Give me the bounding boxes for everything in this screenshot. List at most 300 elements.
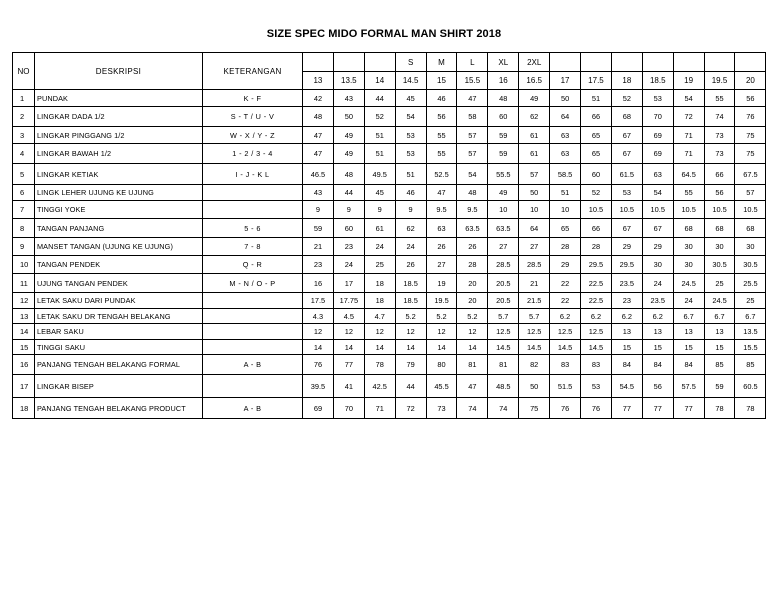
measurement-cell: 10.5 xyxy=(581,201,612,219)
measurement-cell: 25 xyxy=(364,256,395,274)
measurement-cell: 76 xyxy=(303,355,334,375)
row-keterangan xyxy=(203,185,303,201)
measurement-cell: 13 xyxy=(704,324,735,340)
measurement-cell: 19.5 xyxy=(426,293,457,309)
row-number: 14 xyxy=(13,324,35,340)
measurement-cell: 74 xyxy=(704,107,735,127)
measurement-cell: 84 xyxy=(673,355,704,375)
measurement-cell: 28 xyxy=(457,256,488,274)
measurement-cell: 51 xyxy=(581,90,612,107)
measurement-cell: 27 xyxy=(519,238,550,256)
header-collar-size: 14.5 xyxy=(395,72,426,90)
row-keterangan: A - B xyxy=(203,398,303,419)
measurement-cell: 45.5 xyxy=(426,375,457,398)
measurement-cell: 46.5 xyxy=(303,164,334,185)
measurement-cell: 9 xyxy=(333,201,364,219)
row-description: TINGGI SAKU xyxy=(35,340,203,355)
measurement-cell: 70 xyxy=(333,398,364,419)
measurement-cell: 15 xyxy=(704,340,735,355)
measurement-cell: 4.3 xyxy=(303,309,334,324)
measurement-cell: 15 xyxy=(611,340,642,355)
header-empty-cell xyxy=(611,53,642,72)
measurement-cell: 77 xyxy=(611,398,642,419)
measurement-cell: 4.5 xyxy=(333,309,364,324)
measurement-cell: 15 xyxy=(642,340,673,355)
measurement-cell: 57 xyxy=(457,144,488,164)
row-description: TANGAN PENDEK xyxy=(35,256,203,274)
measurement-cell: 68 xyxy=(735,219,766,238)
measurement-cell: 60 xyxy=(581,164,612,185)
measurement-cell: 13.5 xyxy=(735,324,766,340)
measurement-cell: 21 xyxy=(303,238,334,256)
measurement-cell: 29 xyxy=(550,256,581,274)
measurement-cell: 5.7 xyxy=(519,309,550,324)
measurement-cell: 29 xyxy=(611,238,642,256)
measurement-cell: 48 xyxy=(333,164,364,185)
measurement-cell: 69 xyxy=(303,398,334,419)
measurement-cell: 75 xyxy=(519,398,550,419)
measurement-cell: 18 xyxy=(364,274,395,293)
measurement-cell: 14 xyxy=(364,340,395,355)
measurement-cell: 24 xyxy=(642,274,673,293)
measurement-cell: 4.7 xyxy=(364,309,395,324)
measurement-cell: 9 xyxy=(364,201,395,219)
row-keterangan: W - X / Y - Z xyxy=(203,127,303,144)
row-description: LINGKAR PINGGANG 1/2 xyxy=(35,127,203,144)
measurement-cell: 17 xyxy=(333,274,364,293)
row-keterangan xyxy=(203,324,303,340)
measurement-cell: 24 xyxy=(395,238,426,256)
measurement-cell: 6.2 xyxy=(550,309,581,324)
header-collar-size: 15 xyxy=(426,72,457,90)
measurement-cell: 13 xyxy=(642,324,673,340)
row-description: UJUNG TANGAN PENDEK xyxy=(35,274,203,293)
measurement-cell: 13 xyxy=(673,324,704,340)
measurement-cell: 23 xyxy=(611,293,642,309)
row-number: 3 xyxy=(13,127,35,144)
measurement-cell: 69 xyxy=(642,144,673,164)
measurement-cell: 81 xyxy=(457,355,488,375)
measurement-cell: 83 xyxy=(581,355,612,375)
measurement-cell: 65 xyxy=(581,144,612,164)
measurement-cell: 59 xyxy=(488,127,519,144)
measurement-cell: 74 xyxy=(488,398,519,419)
measurement-cell: 77 xyxy=(333,355,364,375)
measurement-cell: 10.5 xyxy=(735,201,766,219)
measurement-cell: 19 xyxy=(426,274,457,293)
measurement-cell: 53 xyxy=(581,375,612,398)
header-collar-size: 19 xyxy=(673,72,704,90)
header-empty-cell xyxy=(581,53,612,72)
measurement-cell: 44 xyxy=(395,375,426,398)
measurement-cell: 13 xyxy=(611,324,642,340)
measurement-cell: 9.5 xyxy=(457,201,488,219)
measurement-cell: 76 xyxy=(550,398,581,419)
measurement-cell: 6.7 xyxy=(673,309,704,324)
row-keterangan: S - T / U - V xyxy=(203,107,303,127)
measurement-cell: 60 xyxy=(333,219,364,238)
measurement-cell: 68 xyxy=(611,107,642,127)
row-keterangan xyxy=(203,293,303,309)
row-description: LINGKAR KETIAK xyxy=(35,164,203,185)
row-keterangan: A - B xyxy=(203,355,303,375)
header-collar-size: 19.5 xyxy=(704,72,735,90)
measurement-cell: 48 xyxy=(457,185,488,201)
measurement-cell: 10 xyxy=(550,201,581,219)
measurement-cell: 49 xyxy=(333,144,364,164)
measurement-cell: 74 xyxy=(457,398,488,419)
measurement-cell: 25 xyxy=(704,274,735,293)
measurement-cell: 67 xyxy=(611,219,642,238)
measurement-cell: 50 xyxy=(519,375,550,398)
header-collar-size: 16.5 xyxy=(519,72,550,90)
measurement-cell: 9 xyxy=(303,201,334,219)
measurement-cell: 22.5 xyxy=(581,274,612,293)
row-keterangan xyxy=(203,340,303,355)
measurement-cell: 14 xyxy=(457,340,488,355)
row-number: 5 xyxy=(13,164,35,185)
measurement-cell: 67.5 xyxy=(735,164,766,185)
row-keterangan: 7 - 8 xyxy=(203,238,303,256)
measurement-cell: 62 xyxy=(395,219,426,238)
measurement-cell: 54.5 xyxy=(611,375,642,398)
measurement-cell: 6.2 xyxy=(581,309,612,324)
measurement-cell: 12.5 xyxy=(550,324,581,340)
measurement-cell: 23.5 xyxy=(611,274,642,293)
measurement-cell: 24.5 xyxy=(704,293,735,309)
measurement-cell: 22 xyxy=(550,274,581,293)
measurement-cell: 12 xyxy=(364,324,395,340)
measurement-cell: 10.5 xyxy=(673,201,704,219)
measurement-cell: 63.5 xyxy=(457,219,488,238)
measurement-cell: 29.5 xyxy=(581,256,612,274)
measurement-cell: 23 xyxy=(333,238,364,256)
measurement-cell: 54 xyxy=(395,107,426,127)
measurement-cell: 39.5 xyxy=(303,375,334,398)
measurement-cell: 51 xyxy=(364,144,395,164)
measurement-cell: 47 xyxy=(303,144,334,164)
header-keterangan: KETERANGAN xyxy=(203,53,303,90)
measurement-cell: 14.5 xyxy=(488,340,519,355)
measurement-cell: 67 xyxy=(611,144,642,164)
measurement-cell: 63.5 xyxy=(488,219,519,238)
measurement-cell: 66 xyxy=(581,107,612,127)
measurement-cell: 54 xyxy=(642,185,673,201)
table-body xyxy=(13,53,766,419)
header-empty-cell xyxy=(673,53,704,72)
row-keterangan xyxy=(203,375,303,398)
table-row xyxy=(13,375,766,398)
measurement-cell: 30 xyxy=(642,256,673,274)
measurement-cell: 22.5 xyxy=(581,293,612,309)
measurement-cell: 83 xyxy=(550,355,581,375)
header-collar-size: 13 xyxy=(303,72,334,90)
measurement-cell: 14 xyxy=(333,340,364,355)
row-keterangan: 5 - 6 xyxy=(203,219,303,238)
measurement-cell: 75 xyxy=(735,144,766,164)
measurement-cell: 62 xyxy=(519,107,550,127)
measurement-cell: 48.5 xyxy=(488,375,519,398)
measurement-cell: 79 xyxy=(395,355,426,375)
measurement-cell: 24 xyxy=(333,256,364,274)
measurement-cell: 43 xyxy=(333,90,364,107)
table-row xyxy=(13,340,766,355)
measurement-cell: 71 xyxy=(364,398,395,419)
header-collar-size: 20 xyxy=(735,72,766,90)
measurement-cell: 64 xyxy=(550,107,581,127)
measurement-cell: 50 xyxy=(519,185,550,201)
measurement-cell: 85 xyxy=(704,355,735,375)
measurement-cell: 58 xyxy=(457,107,488,127)
measurement-cell: 42.5 xyxy=(364,375,395,398)
measurement-cell: 27 xyxy=(488,238,519,256)
header-collar-size: 18.5 xyxy=(642,72,673,90)
row-number: 4 xyxy=(13,144,35,164)
measurement-cell: 78 xyxy=(364,355,395,375)
measurement-cell: 57 xyxy=(457,127,488,144)
measurement-cell: 55 xyxy=(426,127,457,144)
measurement-cell: 56 xyxy=(642,375,673,398)
measurement-cell: 52 xyxy=(364,107,395,127)
measurement-cell: 20 xyxy=(457,274,488,293)
measurement-cell: 43 xyxy=(303,185,334,201)
measurement-cell: 77 xyxy=(642,398,673,419)
table-row xyxy=(13,219,766,238)
measurement-cell: 25 xyxy=(735,293,766,309)
measurement-cell: 30 xyxy=(735,238,766,256)
measurement-cell: 14 xyxy=(426,340,457,355)
measurement-cell: 47 xyxy=(457,375,488,398)
row-keterangan: M - N / O - P xyxy=(203,274,303,293)
row-description: PANJANG TENGAH BELAKANG FORMAL xyxy=(35,355,203,375)
measurement-cell: 51.5 xyxy=(550,375,581,398)
table-row xyxy=(13,185,766,201)
measurement-cell: 21 xyxy=(519,274,550,293)
measurement-cell: 44 xyxy=(333,185,364,201)
measurement-cell: 49 xyxy=(333,127,364,144)
table-row xyxy=(13,201,766,219)
row-description: LINGK LEHER UJUNG KE UJUNG xyxy=(35,185,203,201)
row-description: LETAK SAKU DR TENGAH BELAKANG xyxy=(35,309,203,324)
measurement-cell: 59 xyxy=(704,375,735,398)
measurement-cell: 81 xyxy=(488,355,519,375)
table-row xyxy=(13,164,766,185)
table-row xyxy=(13,144,766,164)
header-letter-size: L xyxy=(457,53,488,72)
header-collar-size: 17.5 xyxy=(581,72,612,90)
row-number: 16 xyxy=(13,355,35,375)
measurement-cell: 47 xyxy=(457,90,488,107)
measurement-cell: 5.7 xyxy=(488,309,519,324)
measurement-cell: 17.75 xyxy=(333,293,364,309)
measurement-cell: 30.5 xyxy=(735,256,766,274)
measurement-cell: 14 xyxy=(303,340,334,355)
row-number: 8 xyxy=(13,219,35,238)
measurement-cell: 10 xyxy=(519,201,550,219)
measurement-cell: 30 xyxy=(673,238,704,256)
table-row xyxy=(13,256,766,274)
measurement-cell: 56 xyxy=(426,107,457,127)
measurement-cell: 28.5 xyxy=(519,256,550,274)
measurement-cell: 51 xyxy=(395,164,426,185)
measurement-cell: 24 xyxy=(364,238,395,256)
measurement-cell: 77 xyxy=(673,398,704,419)
measurement-cell: 5.2 xyxy=(457,309,488,324)
measurement-cell: 47 xyxy=(426,185,457,201)
row-number: 6 xyxy=(13,185,35,201)
measurement-cell: 12.5 xyxy=(519,324,550,340)
row-number: 13 xyxy=(13,309,35,324)
measurement-cell: 69 xyxy=(642,127,673,144)
measurement-cell: 12 xyxy=(457,324,488,340)
measurement-cell: 61 xyxy=(519,144,550,164)
row-keterangan xyxy=(203,309,303,324)
measurement-cell: 49 xyxy=(519,90,550,107)
header-collar-size: 17 xyxy=(550,72,581,90)
row-description: LEBAR SAKU xyxy=(35,324,203,340)
measurement-cell: 80 xyxy=(426,355,457,375)
measurement-cell: 63 xyxy=(550,144,581,164)
measurement-cell: 66 xyxy=(704,164,735,185)
measurement-cell: 67 xyxy=(611,127,642,144)
measurement-cell: 59 xyxy=(303,219,334,238)
measurement-cell: 67 xyxy=(642,219,673,238)
measurement-cell: 64 xyxy=(519,219,550,238)
measurement-cell: 61.5 xyxy=(611,164,642,185)
row-keterangan: Q - R xyxy=(203,256,303,274)
measurement-cell: 30 xyxy=(704,238,735,256)
measurement-cell: 55 xyxy=(426,144,457,164)
row-description: TANGAN PANJANG xyxy=(35,219,203,238)
row-number: 1 xyxy=(13,90,35,107)
measurement-cell: 12 xyxy=(426,324,457,340)
measurement-cell: 10.5 xyxy=(642,201,673,219)
table-row xyxy=(13,324,766,340)
header-collar-size: 16 xyxy=(488,72,519,90)
measurement-cell: 24.5 xyxy=(673,274,704,293)
measurement-cell: 30 xyxy=(673,256,704,274)
measurement-cell: 16 xyxy=(303,274,334,293)
measurement-cell: 78 xyxy=(735,398,766,419)
measurement-cell: 73 xyxy=(704,127,735,144)
row-number: 12 xyxy=(13,293,35,309)
measurement-cell: 10.5 xyxy=(611,201,642,219)
row-description: LETAK SAKU DARI PUNDAK xyxy=(35,293,203,309)
measurement-cell: 84 xyxy=(611,355,642,375)
measurement-cell: 6.2 xyxy=(611,309,642,324)
measurement-cell: 12 xyxy=(395,324,426,340)
row-description: LINGKAR BISEP xyxy=(35,375,203,398)
measurement-cell: 68 xyxy=(673,219,704,238)
measurement-cell: 70 xyxy=(642,107,673,127)
measurement-cell: 71 xyxy=(673,144,704,164)
table-row xyxy=(13,107,766,127)
measurement-cell: 71 xyxy=(673,127,704,144)
measurement-cell: 12 xyxy=(333,324,364,340)
measurement-cell: 85 xyxy=(735,355,766,375)
measurement-cell: 5.2 xyxy=(426,309,457,324)
measurement-cell: 12 xyxy=(303,324,334,340)
header-collar-size: 13.5 xyxy=(333,72,364,90)
measurement-cell: 27 xyxy=(426,256,457,274)
measurement-cell: 76 xyxy=(735,107,766,127)
measurement-cell: 52 xyxy=(581,185,612,201)
measurement-cell: 56 xyxy=(704,185,735,201)
measurement-cell: 41 xyxy=(333,375,364,398)
header-empty-cell xyxy=(364,53,395,72)
header-collar-size: 18 xyxy=(611,72,642,90)
measurement-cell: 25.5 xyxy=(735,274,766,293)
measurement-cell: 75 xyxy=(735,127,766,144)
row-description: TINGGI YOKE xyxy=(35,201,203,219)
measurement-cell: 21.5 xyxy=(519,293,550,309)
measurement-cell: 5.2 xyxy=(395,309,426,324)
measurement-cell: 20.5 xyxy=(488,293,519,309)
measurement-cell: 57 xyxy=(735,185,766,201)
table-row xyxy=(13,238,766,256)
measurement-cell: 20.5 xyxy=(488,274,519,293)
header-collar-size: 15.5 xyxy=(457,72,488,90)
measurement-cell: 9 xyxy=(395,201,426,219)
measurement-cell: 53 xyxy=(395,127,426,144)
row-description: PUNDAK xyxy=(35,90,203,107)
measurement-cell: 73 xyxy=(704,144,735,164)
header-empty-cell xyxy=(333,53,364,72)
header-empty-cell xyxy=(735,53,766,72)
measurement-cell: 22 xyxy=(550,293,581,309)
measurement-cell: 14.5 xyxy=(581,340,612,355)
row-keterangan: K - F xyxy=(203,90,303,107)
measurement-cell: 57 xyxy=(519,164,550,185)
measurement-cell: 61 xyxy=(364,219,395,238)
measurement-cell: 44 xyxy=(364,90,395,107)
measurement-cell: 76 xyxy=(581,398,612,419)
measurement-cell: 60 xyxy=(488,107,519,127)
measurement-cell: 26 xyxy=(426,238,457,256)
measurement-cell: 82 xyxy=(519,355,550,375)
measurement-cell: 48 xyxy=(488,90,519,107)
measurement-cell: 78 xyxy=(704,398,735,419)
measurement-cell: 54 xyxy=(457,164,488,185)
measurement-cell: 10 xyxy=(488,201,519,219)
row-number: 18 xyxy=(13,398,35,419)
table-row xyxy=(13,127,766,144)
header-collar-size: 14 xyxy=(364,72,395,90)
header-letter-size: XL xyxy=(488,53,519,72)
row-description: LINGKAR BAWAH 1/2 xyxy=(35,144,203,164)
measurement-cell: 28.5 xyxy=(488,256,519,274)
measurement-cell: 63 xyxy=(550,127,581,144)
row-keterangan: 1 - 2 / 3 - 4 xyxy=(203,144,303,164)
table-row xyxy=(13,293,766,309)
row-number: 7 xyxy=(13,201,35,219)
measurement-cell: 18.5 xyxy=(395,274,426,293)
measurement-cell: 26 xyxy=(457,238,488,256)
measurement-cell: 12.5 xyxy=(581,324,612,340)
measurement-cell: 12.5 xyxy=(488,324,519,340)
measurement-cell: 29 xyxy=(642,238,673,256)
measurement-cell: 6.7 xyxy=(735,309,766,324)
measurement-cell: 51 xyxy=(364,127,395,144)
header-row-letter-sizes xyxy=(13,53,766,72)
measurement-cell: 73 xyxy=(426,398,457,419)
table-row xyxy=(13,90,766,107)
row-keterangan: I - J - K L xyxy=(203,164,303,185)
measurement-cell: 58.5 xyxy=(550,164,581,185)
measurement-cell: 54 xyxy=(673,90,704,107)
table-row xyxy=(13,309,766,324)
header-empty-cell xyxy=(550,53,581,72)
